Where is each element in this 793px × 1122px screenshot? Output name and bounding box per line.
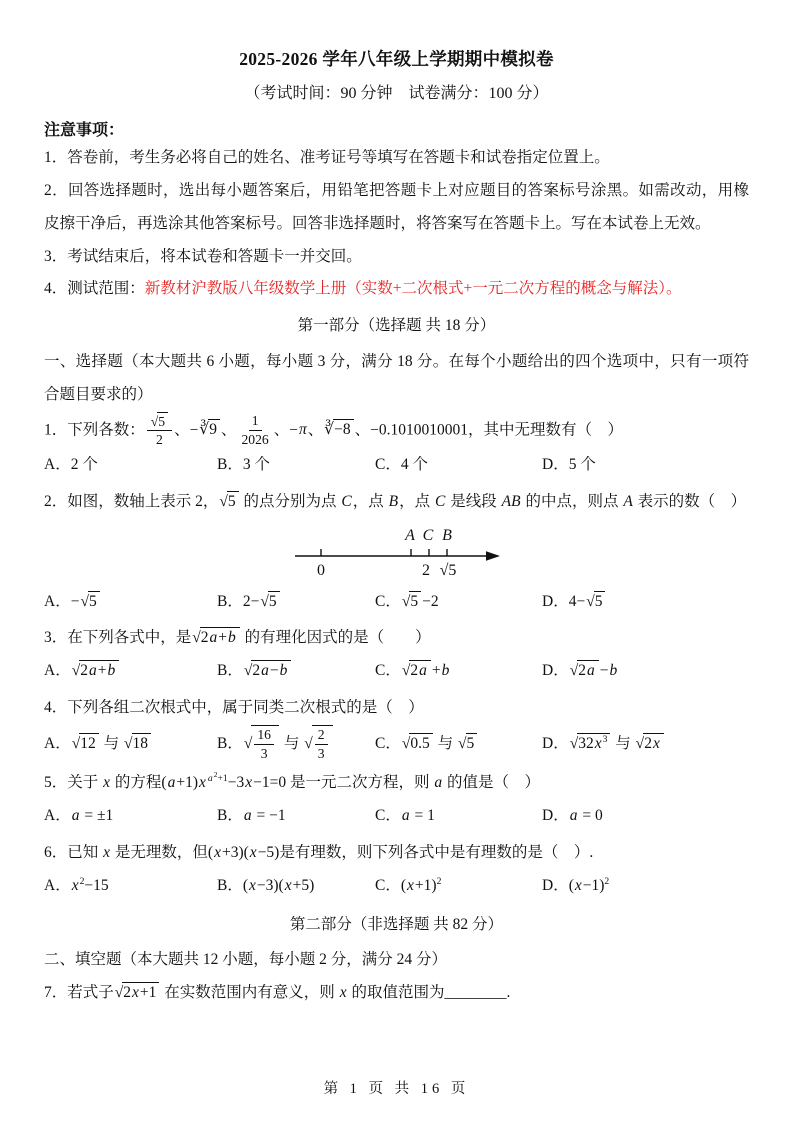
- q5-option-c: C．a = 1: [375, 807, 435, 825]
- exam-info: （考试时间：90 分钟 试卷满分：100 分）: [244, 85, 549, 102]
- q4-option-b: B．√ $\frac{16}{3}$ 与 √ $\frac{2}{3}$: [217, 725, 375, 762]
- question-3-stem: 3．在下列各式中，是√2a+b 的有理化因式的是（ ）: [44, 622, 749, 655]
- point-label-c: C: [422, 526, 434, 544]
- notice-item-4-prefix: 4．测试范围：: [44, 280, 145, 298]
- question-5-stem: 5．关于 x 的方程(a+1)x $^{a^2+1}$−3x−1=0 是一元二次方程，则 a 的值是（ ）: [44, 770, 540, 792]
- q2-option-c: C．√5 −2: [375, 586, 542, 618]
- question-1-stem: 1．下列各数： $\frac{√5}{2}$ 、−∛9 、 $\frac{1}{2026}$ 、−π、∛−8 、−0.1010010001，其中无理数有（ ）: [44, 413, 624, 448]
- q5-option-d: D．a = 0: [542, 807, 603, 825]
- notice-item-2: 2．回答选择题时，选出每小题答案后，用铅笔把答题卡上对应题目的答案标号涂黑。如需改动，用橡皮擦干净后，再选涂其他答案标号。回答非选择题时，将答案写在答题卡上。写在本试卷上无效。: [44, 181, 749, 232]
- part1-header: 第一部分（选择题 共 18 分）: [297, 317, 496, 335]
- q1-option-c: C．4 个: [375, 456, 428, 474]
- part2-header: 第二部分（非选择题 共 82 分）: [289, 915, 504, 933]
- q6-option-d: D．$(x-1)^2$: [542, 875, 610, 894]
- notice-item-1: 1．答卷前，考生务必将自己的姓名、准考证号等填写在答题卡和试卷指定位置上。: [44, 149, 610, 166]
- q3-option-b: B．√2a−b: [217, 655, 375, 687]
- q5-option-b: B．a = −1: [217, 807, 286, 825]
- q6-option-a: A．$x^2-15$: [44, 875, 109, 894]
- notice-item-4: [44, 273, 749, 306]
- number-line-svg: [289, 523, 504, 579]
- point-label-b: B: [442, 526, 452, 544]
- q1-option-a: A．2 个: [44, 456, 98, 474]
- q1-option-b: B．3 个: [217, 456, 270, 474]
- number-line-figure: [44, 523, 749, 584]
- question-6-options: [44, 870, 749, 902]
- axis-label-zero: 0: [317, 561, 325, 579]
- question-3-options: [44, 655, 749, 687]
- axis-label-root5: √5: [439, 561, 457, 579]
- page-footer: 第 1 页 共 16 页: [323, 1081, 470, 1097]
- question-7-stem: 7．若式子√2x+1 在实数范围内有意义，则 x 的取值范围为________.: [44, 977, 749, 1010]
- q6-option-c: C．$(x+1)^2$: [375, 875, 442, 894]
- question-5-options: [44, 800, 749, 832]
- q4-option-d: D．$√32x^3$ 与 √2x: [542, 728, 749, 760]
- notice-heading: 注意事项：: [44, 122, 125, 139]
- q6-option-b: B．(x−3)(x+5): [217, 876, 315, 894]
- notice-item-3: 3．考试结束后，将本试卷和答题卡一并交回。: [44, 247, 362, 265]
- q3-option-a: A．√2a+b: [44, 655, 217, 687]
- q1-option-d: D．5 个: [542, 456, 596, 474]
- question-2-stem: 2．如图，数轴上表示 2，√5 的点分别为点 C，点 B，点 C 是线段 AB 的中点，则点 A 表示的数（ ）: [44, 486, 749, 519]
- q2-option-a: A．−√5: [44, 586, 217, 618]
- question-1-options: [44, 449, 749, 481]
- section2-intro: 二、填空题（本大题共 12 小题，每小题 2 分，满分 24 分）: [44, 951, 448, 969]
- q3-option-d: D．√2a −b: [542, 655, 749, 687]
- q2-option-d: D．4−√5: [542, 586, 749, 618]
- q2-option-b: B．2−√5: [217, 586, 375, 618]
- page-title: 2025-2026 学年八年级上学期期中模拟卷: [239, 49, 554, 69]
- notice-item-4-test-scope: 新教材沪教版八年级数学上册（实数+二次根式+一元二次方程的概念与解法）。: [144, 280, 682, 298]
- section1-intro: 一、选择题（本大题共 6 小题，每小题 3 分，满分 18 分。在每个小题给出的四个选项中，只有一项符合题目要求的）: [44, 352, 749, 403]
- q5-option-a: A．a = ±1: [44, 807, 114, 825]
- axis-arrow-icon: [486, 551, 500, 561]
- q3-option-c: C．√2a +b: [375, 655, 542, 687]
- question-6-stem: 6．已知 x 是无理数，但(x+3)(x−5)是有理数，则下列各式中是有理数的是（ ）.: [44, 844, 594, 862]
- q4-option-a: A．√12 与 √18: [44, 728, 217, 760]
- question-4-options: [44, 725, 749, 762]
- question-2-options: [44, 586, 749, 618]
- q4-option-c: C．√0.5 与 √5: [375, 728, 542, 760]
- axis-label-two: 2: [422, 561, 430, 579]
- point-label-a: A: [405, 526, 415, 544]
- question-4-stem: 4．下列各组二次根式中，属于同类二次根式的是（ ）: [44, 699, 424, 717]
